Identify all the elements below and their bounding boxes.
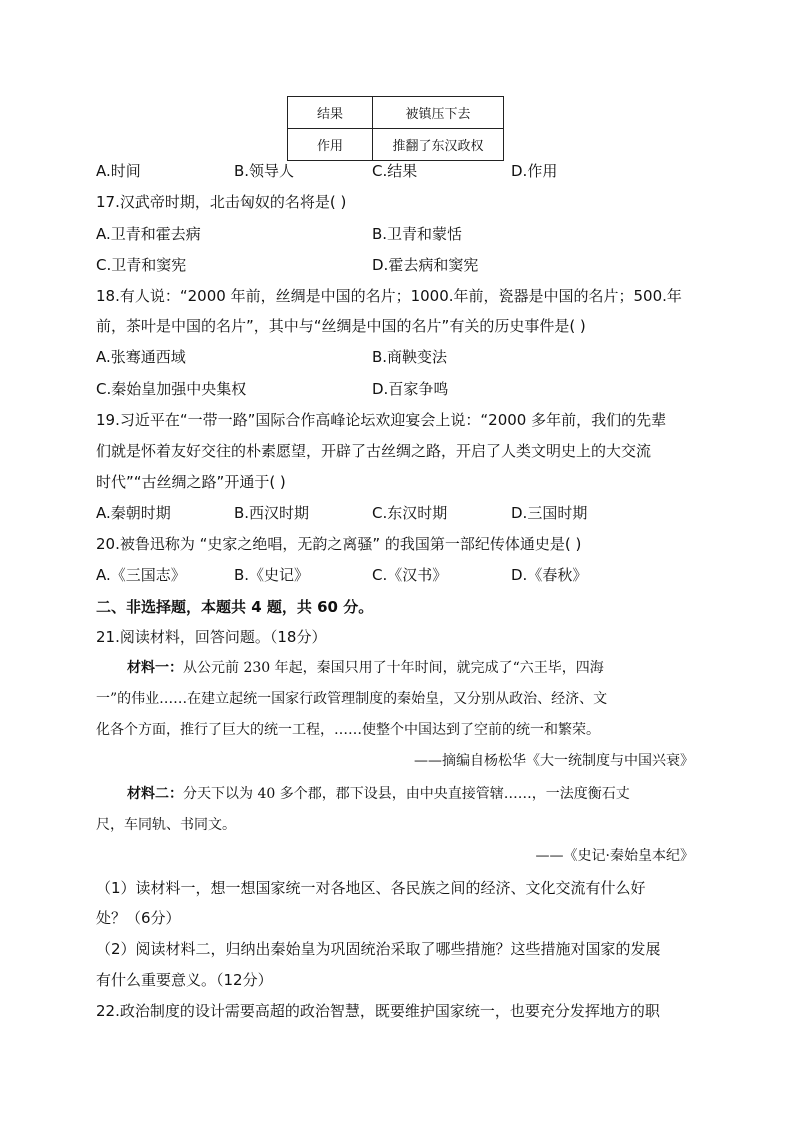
q19-stem-line: 19.习近平在“一带一路”国际合作高峰论坛欢迎宴会上说：“2000 多年前，我们的先辈	[96, 411, 667, 429]
q21-sub1-line: （1）读材料一，想一想国家统一对各地区、各民族之间的经济、文化交流有什么好	[96, 879, 646, 897]
q21-sub1-line: 处？（6分）	[96, 909, 181, 927]
q18-stem-line: 前，茶叶是中国的名片”，其中与“丝绸是中国的名片”有关的历史事件是( )	[96, 317, 586, 335]
q17-stem: 17.汉武帝时期，北击匈奴的名将是( )	[96, 193, 347, 211]
q16-option-d: D.作用	[511, 162, 558, 180]
q20-option-d: D.《春秋》	[511, 566, 588, 584]
q21-sub2-line: （2）阅读材料二，归纳出秦始皇为巩固统治采取了哪些措施？这些措施对国家的发展	[96, 940, 661, 958]
q17-option-d: D.霍去病和窦宪	[372, 256, 479, 274]
table-row	[288, 97, 504, 129]
material-2-label: 材料二：	[127, 786, 183, 802]
table-cell-label: 作用	[288, 129, 373, 161]
q22-stem: 22.政治制度的设计需要高超的政治智慧，既要维护国家统一，也要充分发挥地方的职	[96, 1002, 660, 1020]
q20-stem: 20.被鲁迅称为 “史家之绝唱，无韵之离骚” 的我国第一部纪传体通史是( )	[96, 535, 582, 553]
material-2-line: 尺，车同轨、书同文。	[96, 817, 236, 833]
table-row	[288, 129, 504, 161]
material-2-text: 分天下以为 40 多个郡，郡下设县，由中央直接管辖……，一法度衡石丈	[183, 786, 630, 802]
q16-option-b: B.领导人	[234, 162, 295, 180]
q19-stem-line: 们就是怀着友好交往的朴素愿望，开辟了古丝绸之路，开启了人类文明史上的大交流	[96, 442, 652, 460]
material-1-line: 化各个方面，推行了巨大的统一工程，……使整个中国达到了空前的统一和繁荣。	[96, 722, 600, 738]
q21-stem: 21.阅读材料，回答问题。（18分）	[96, 628, 327, 646]
material-1-line: 一”的伟业……在建立起统一国家行政管理制度的秦始皇，又分别从政治、经济、文	[96, 691, 608, 707]
material-1-source: ——摘编自杨松华《大一统制度与中国兴衰》	[414, 753, 694, 769]
q17-option-a: A.卫青和霍去病	[96, 225, 201, 243]
q19-option-b: B.西汉时期	[234, 504, 310, 522]
table-cell-label: 结果	[288, 97, 373, 129]
q21-sub2-line: 有什么重要意义。（12分）	[96, 971, 273, 989]
q19-stem-line: 时代”“古丝绸之路”开通于( )	[96, 473, 286, 491]
q20-option-c: C.《汉书》	[372, 566, 448, 584]
material-2-line	[127, 784, 630, 804]
q16-option-c: C.结果	[372, 162, 418, 180]
q17-option-c: C.卫青和窦宪	[96, 256, 187, 274]
q17-option-b: B.卫青和蒙恬	[372, 225, 463, 243]
material-1-text: 从公元前 230 年起，秦国只用了十年时间，就完成了“六王毕，四海	[183, 660, 604, 676]
section-heading: 二、非选择题，本题共 4 题，共 60 分。	[96, 598, 374, 616]
q18-option-c: C.秦始皇加强中央集权	[96, 380, 247, 398]
q19-option-d: D.三国时期	[511, 504, 588, 522]
result-table	[287, 96, 504, 161]
q18-option-b: B.商鞅变法	[372, 348, 448, 366]
q16-option-a: A.时间	[96, 162, 141, 180]
q20-option-b: B.《史记》	[234, 566, 310, 584]
q18-option-a: A.张骞通西域	[96, 348, 186, 366]
q18-stem-line: 18.有人说：“2000 年前，丝绸是中国的名片；1000.年前，瓷器是中国的名片；500.年	[96, 287, 682, 305]
q20-option-a: A.《三国志》	[96, 566, 186, 584]
material-2-source: ——《史记·秦始皇本纪》	[535, 848, 694, 864]
table-cell-value: 被镇压下去	[373, 97, 504, 129]
table-cell-value: 推翻了东汉政权	[373, 129, 504, 161]
q19-option-c: C.东汉时期	[372, 504, 448, 522]
material-1-label: 材料一：	[127, 660, 183, 676]
q18-option-d: D.百家争鸣	[372, 380, 449, 398]
q19-option-a: A.秦朝时期	[96, 504, 171, 522]
material-1-line	[127, 658, 604, 678]
